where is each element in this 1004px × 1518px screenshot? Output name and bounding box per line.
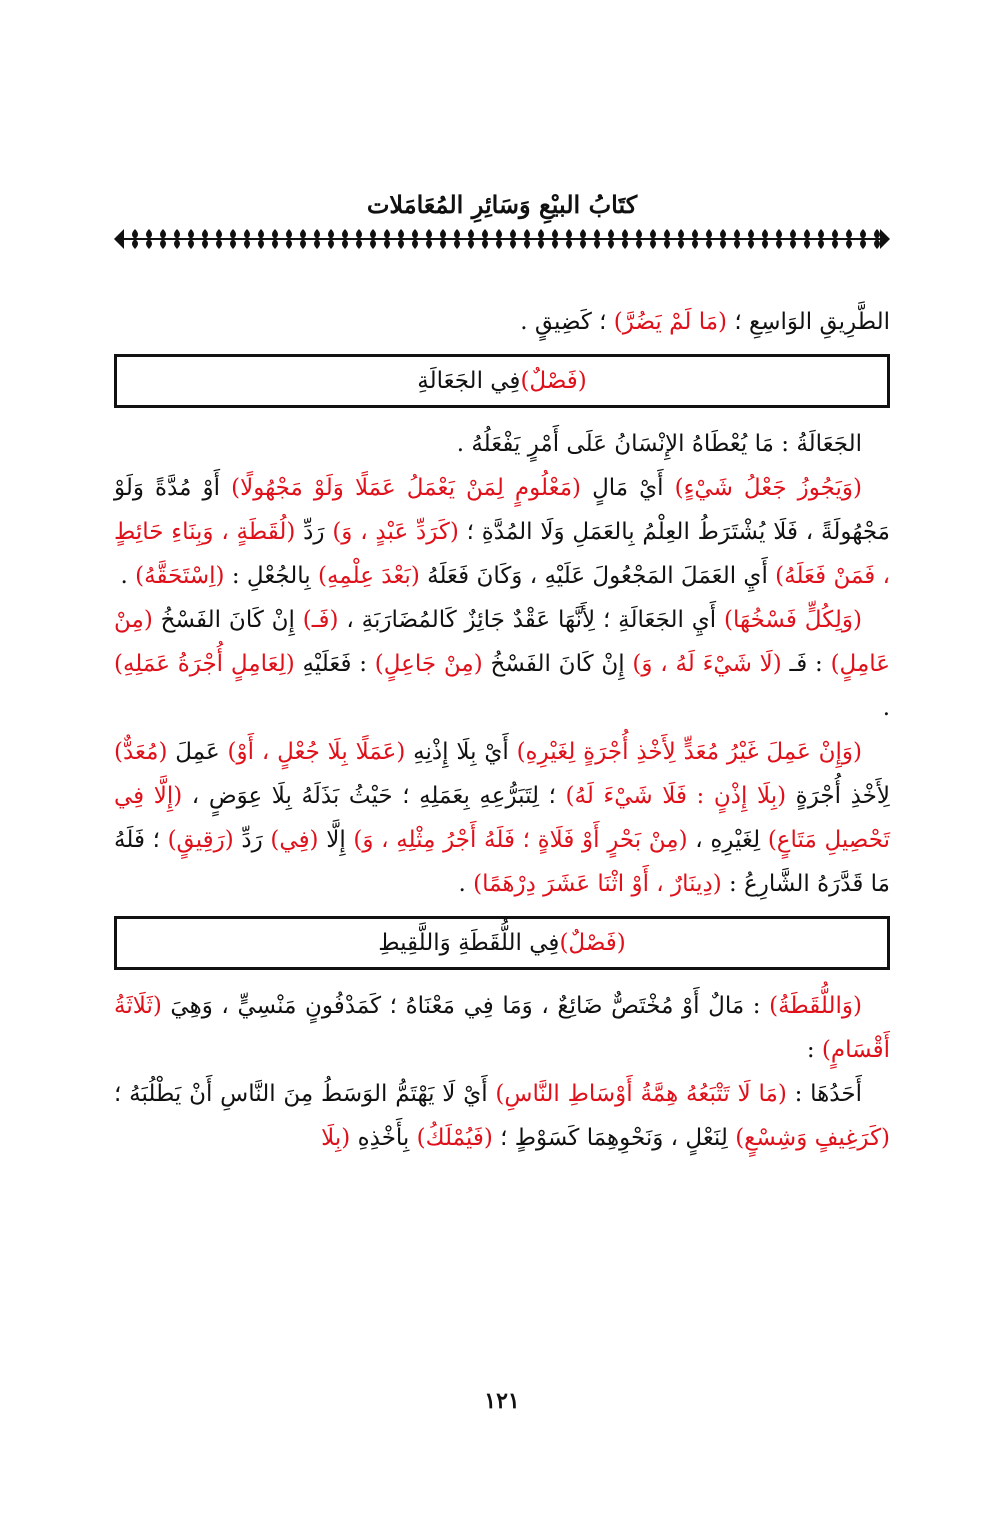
matn-text: (فَصْلٌ) — [520, 368, 587, 394]
matn-text: (وَيَجُوزُ جَعْلُ شَيْءٍ) — [674, 475, 862, 501]
paragraph-2 — [114, 598, 890, 730]
ornamental-border — [114, 226, 890, 252]
matn-text: (فَصْلٌ) — [559, 930, 626, 956]
matn-text: (بَعْدَ عِلْمِهِ) — [318, 563, 420, 589]
sharh-text: فِي اللُّقَطَةِ وَاللَّقِيطِ — [378, 930, 560, 956]
sharh-text: رَدِّ — [233, 827, 271, 853]
matn-text: (مَا لَا تَتْبَعُهُ هِمَّةُ أَوْسَاطِ النَّاسِ) — [495, 1081, 787, 1107]
sharh-text: لِغَيْرِهِ ، — [687, 827, 768, 853]
matn-text: (لُقَطَةٍ ، وَبِنَاءِ حَائِطٍ ، فَمَنْ فَعَلَهُ) — [114, 519, 890, 589]
matn-text: (كَرَغِيفٍ وَشِسْعٍ) — [735, 1125, 890, 1151]
matn-text: (مِنْ عَامِلٍ) — [114, 607, 891, 677]
sharh-text: ؛ كَضِيقٍ . — [520, 309, 614, 335]
sharh-text: الطَّرِيقِ الوَاسِعِ ؛ — [727, 309, 890, 335]
sharh-text: أَيْ بِلَا إِذْنِهِ — [405, 739, 517, 765]
sharh-text: إِلَّا — [318, 827, 354, 853]
sharh-text: . — [458, 871, 474, 897]
matn-text: (لَا شَيْءَ لَهُ ، وَ) — [632, 651, 782, 677]
sharh-text: أَيِ الجَعَالَةِ ؛ لِأَنَّهَا عَقْدٌ جَائِزٌ كَالمُضَارَبَةِ ، — [338, 607, 724, 633]
matn-text: (دِينَارٌ ، أَوْ اثْنَا عَشَرَ دِرْهَمًا) — [473, 871, 722, 897]
matn-text: (عَمَلًا بِلَا جُعْلٍ ، أَوْ) — [227, 739, 406, 765]
sharh-text: ؛ لِتَبَرُّعِهِ بِعَمَلِهِ ؛ حَيْثُ بَذَلَهُ بِلَا عِوَضٍ ، — [182, 783, 566, 809]
paragraph-5 — [114, 1072, 890, 1160]
sharh-text: لِنَعْلٍ ، وَنَحْوِهِمَا كَسَوْطٍ ؛ — [492, 1125, 736, 1151]
matn-text: (فَيُمْلَكُ) — [416, 1125, 493, 1151]
paragraph-1 — [114, 466, 890, 598]
matn-text: (بِلَا إِذْنٍ : فَلَا شَيْءَ لَهُ) — [565, 783, 787, 809]
matn-text: (مِنْ بَحْرٍ أَوْ فَلَاةٍ ؛ فَلَهُ أَجْرُ مِثْلِهِ ، وَ) — [353, 827, 688, 853]
matn-text: (بِلَا — [321, 1125, 351, 1151]
sharh-text: أَيِ العَمَلَ المَجْعُولَ عَلَيْهِ ، وَكَانَ فَعَلَهُ — [419, 563, 776, 589]
sharh-text: عَمِلَ — [167, 739, 228, 765]
sharh-text: : فَـ — [781, 651, 831, 677]
sharh-text: أَيْ لَا يَهْتَمُّ الوَسَطُ مِنَ النَّاسِ أَنْ يَطْلُبَهُ ؛ — [114, 1081, 496, 1107]
sharh-text: رَدِّ — [295, 519, 333, 545]
sharh-text: إِنْ كَانَ الفَسْخُ — [152, 607, 303, 633]
main-text — [114, 300, 890, 1160]
matn-text: (مَعْلُومٍ لِمَنْ يَعْمَلُ عَمَلًا وَلَوْ مَجْهُولًا) — [231, 475, 582, 501]
sharh-text: لِأَخْذِ أُجْرَةٍ — [786, 783, 890, 809]
sharh-text: أَيْ مَالٍ — [581, 475, 675, 501]
matn-text: (مُعَدٌّ) — [114, 739, 168, 765]
sharh-text: إِنْ كَانَ الفَسْخُ — [482, 651, 633, 677]
sharh-text: . — [120, 563, 136, 589]
sharh-text: أَحَدُهَا : — [786, 1081, 862, 1107]
matn-text: (فِي) — [270, 827, 319, 853]
sharh-text: : مَالٌ أَوْ مُخْتَصٌّ ضَائِعٌ ، وَمَا فِي مَعْنَاهُ ؛ كَمَدْفُونٍ مَنْسِيٍّ ، وَهِيَ — [161, 993, 770, 1019]
sharh-text: : — [806, 1037, 822, 1063]
sharh-text: بِالجُعْلِ : — [224, 563, 318, 589]
matn-text: (إِلَّا فِي تَحْصِيلِ مَتَاعٍ) — [114, 783, 890, 853]
sharh-text: . — [882, 695, 890, 721]
sharh-text: بِأَخْذِهِ — [350, 1125, 417, 1151]
matn-text: (اِسْتَحَقَّهُ) — [135, 563, 225, 589]
section-heading-luqata — [114, 916, 890, 970]
matn-text: (وَلِكُلٍّ فَسْخُهَا) — [723, 607, 862, 633]
sharh-text: ؛ فَلَهُ مَا قَدَّرَهُ الشَّارِعُ : — [114, 827, 890, 897]
matn-text: (فَـ) — [302, 607, 339, 633]
section-heading-jaala — [114, 354, 890, 408]
matn-text: (وَإِنْ عَمِلَ غَيْرُ مُعَدٍّ لِأَخْذِ أُجْرَةٍ لِغَيْرِهِ) — [516, 739, 863, 765]
paragraph-4 — [114, 984, 890, 1072]
sharh-text: أَوْ مُدَّةً وَلَوْ مَجْهُولَةً ، فَلَا يُشْتَرَطُ العِلْمُ بِالعَمَلِ وَلَا المُدَّةِ ؛ — [114, 475, 890, 545]
matn-text: (رَقِيقٍ) — [167, 827, 234, 853]
intro-line — [114, 300, 890, 344]
book-title: كتَابُ البيْعِ وَسَائِرِ المُعَامَلات — [366, 190, 638, 219]
page-number: ١٢١ — [484, 1388, 520, 1414]
matn-text: (ثَلَاثَةُ أَقْسَامٍ) — [114, 993, 890, 1063]
definition-paragraph: الجَعَالَةُ : مَا يُعْطَاهُ الإِنْسَانُ عَلَى أَمْرٍ يَفْعَلُهُ . — [456, 431, 862, 457]
sharh-text: : فَعَلَيْهِ — [294, 651, 375, 677]
matn-text: (كَرَدِّ عَبْدٍ ، وَ) — [332, 519, 459, 545]
matn-text: (مِنْ جَاعِلٍ) — [374, 651, 483, 677]
sharh-text: فِي الجَعَالَةِ — [417, 368, 521, 394]
paragraph-3 — [114, 730, 890, 906]
matn-text: (مَا لَمْ يَضُرَّ) — [613, 309, 728, 335]
matn-text: (وَاللُّقَطَةُ) — [769, 993, 862, 1019]
matn-text: (لِعَامِلٍ أُجْرَةُ عَمَلِهِ) — [114, 651, 295, 677]
